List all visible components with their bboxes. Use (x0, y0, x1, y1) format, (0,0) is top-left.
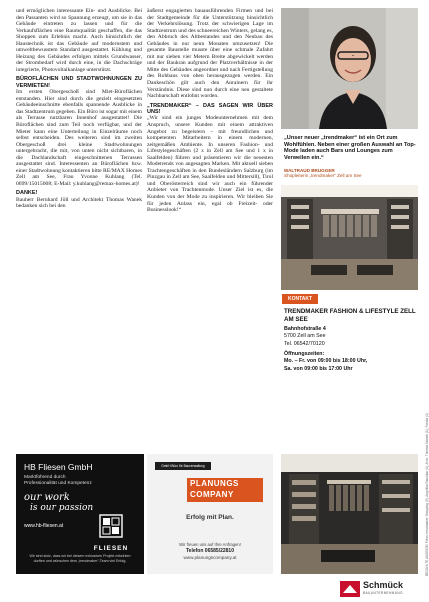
hb-fliesen-ad (16, 454, 144, 574)
plan-website: www.planungscompany.at (183, 555, 237, 560)
contact-name: TRENDMAKER FASHION & LIFESTYLE ZELL AM SEE (284, 308, 416, 323)
hb-logo-text: FLIESEN (93, 545, 129, 552)
schmuck-logo-mark-icon (340, 581, 360, 597)
paragraph: Im ersten Obergeschoß sind Miet-Büroflächen entstanden. Hier sind durch die gezielt eingesetzten Gebäudeeinschnitte ebenfalls spannende Ausblicke in das Stadtzentrum gegeben. Ein Büro ist sogar mit einem als Terrasse nutzbaren Innenhof ausgestattet! Die Büroflächen sind zum Teil noch verfügbar, und der Mieter kann eine Unterteilung in Einzelräume noch selbst entscheiden. Des weiteren sind im zweiten Obergeschoß drei kleine Stadtwohnungen untergebracht, die mit, von unten nicht sichtbaren, in die Dachlandschaft eingeschnittenen Terrassen ausgestattet sind. Interessenten an Büroflächen bzw. einer Stadtwohnung kontaktieren bitte RE/MAX Homes Zell am See, Frau Yvonne Kuhlang (Tel. 0699/15015008; E-Mail: y.kuhlang@remax-homes.at)! (16, 89, 142, 187)
opening-hours-label: Öffnungszeiten: (284, 351, 325, 358)
section-heading: DANKE! (16, 190, 38, 197)
hb-logo-mark-icon (86, 514, 136, 540)
paragraph: äußerst engagierten bauausführenden Firmen und bei der Stadtgemeinde für die Unterstützung hinsichtlich der Verkehrslösung. Trotz der schwierigen Lage im Stadtzentrum und des schneereichen Winters, gelang es, den Abbruch des Altbestandes und den Neubau des Gebäudes in nur neun Monaten umzusetzen! Die gesamte Baustelle musste über eine schmale Zufahrt mit nur sieben vier Metern Breite abgewickelt werden und der Baukran aufgrund der Platzverhältnisse in der Mitte des Gebäudes angeordnet und nach Fertigstellung des Rohbaus von oben herausgezogen werden. Ein Dankeschön gilt auch den Anrainern für ihr Verständnis. Diese sind nun durch eine neu gestaltete Nachbarschaft entlohnt worden. (147, 8, 273, 100)
caption-role: Shopleiterin „trendmaker“ Zell am See (284, 173, 362, 179)
hb-slogan-1: our work (24, 492, 70, 503)
section-heading: BÜROFLÄCHEN UND STADTWOHNUNGEN ZU VERMIETEN! (16, 76, 142, 89)
hb-slogan-2: is our passion (30, 503, 94, 513)
schmuck-logo (340, 580, 420, 598)
store-interior-photo (281, 454, 418, 574)
plan-logo-line-1: PLANUNGS (190, 479, 239, 488)
photo-credit-text: BEZAHLTE ANZEIGE/ Fotos: trendmaker Shopping (3), Angelika Raunikar (1), Arch. Thomas Wanek (1), Fotolia (1) (425, 413, 429, 576)
paragraph: „Wir sind ein junges Modeunternehmen mit dem Anspruch, unsere Kunden mit einem attraktiven Angebot zu begeistern – mit freundlichen und kompetenten Mitarbeitern in einem modernen, zeitgemäßen Ambiente. In unseren Fashion- und Lifestylegeschäften (2 x in Zell am See und 1 x in Saalfelden) führen und präsentieren wir die neuesten Modetrends von angesagten Marken. Mit aktuell sieben Trachtengeschäften in den Bundesländern Salzburg (im Pinzgau in Zell am See, Saalfelden und Mittersill), Tirol und Oberösterreich sind wir auch ein führender Anbieter von Trachtenmode. Unser Ziel ist es, die Kunden von der Mode zu inspirieren. Wir bleiben Sie für jeden Anlass ein, egal ob Freizeit- oder Businesslook!“ (147, 115, 273, 214)
photo-caption-person (284, 168, 416, 179)
contact-phone: Tel. 06542/70120 (284, 340, 325, 347)
paragraph: Bauherr Bernhard Jöll und Architekt Thomas Wanek bedanken sich bei den (16, 196, 142, 210)
hb-company-name: HB Fliesen GmbH (24, 462, 93, 472)
plan-phone: Telefon 06585/22810 (186, 548, 234, 554)
shop-illustration (281, 185, 418, 290)
page-footer (0, 576, 426, 602)
contact-street: Bahnhofstraße 4 (284, 326, 326, 333)
photo-credit (420, 413, 429, 576)
caption-name: WALTRAUD BRUGGER (284, 168, 335, 173)
hb-footer-text: Wir sind stolz, dass wir bei diesem exklusiven Projekt mitwirken durften und wünschen dem „trendmaker“-Team viel Erfolg. (29, 554, 131, 563)
plan-slogan: Erfolg mit Plan. (186, 514, 234, 521)
schmuck-brand: Schmück (363, 580, 404, 590)
hb-website: www.hb-fliesen.at (24, 523, 64, 529)
hb-logo (86, 514, 136, 552)
photo-caption-quote: „Unser neuer „trendmaker“ ist ein Ort zum Wohlfühlen. Neben einer großen Auswahl an Top-Mode laden auch Bars und Lounges zum Verweilen ein.“ (284, 135, 416, 162)
article-column-1 (16, 8, 142, 210)
portrait-illustration (281, 8, 418, 129)
contact-box (284, 308, 416, 373)
kontakt-badge: KONTAKT (282, 294, 318, 304)
plan-logo-line-2: COMPANY (190, 490, 234, 499)
store-illustration (281, 454, 418, 574)
section-heading: „TRENDMAKER“ – DAS SAGEN WIR ÜBER UNS! (147, 102, 273, 116)
portrait-photo (281, 8, 418, 129)
paragraph: und ermöglichen interessante Ein- und Ausblicke. Bei den Passanten wird so Spannung erzeugt, um sie in das Gebäude eintreten zu lassen und für die Verkaufsflächen eine Raumqualität geschaffen, die das Shoppen zum Erlebnis macht. Auch hinsichtlich der Haustechnik ist das Gebäude auf modernstem und umweltbewusstem Standard ausgestattet. Kühlung und Heizung des Gebäudes erfolgen mittels Grundwasser, der Strombedarf wird durch eine, in die Dachschräge integrierte, Photovoltaikanlage unterstützt. (16, 8, 142, 73)
hb-tagline-2: Professionalität und Kompetenz (24, 481, 92, 486)
plan-contact-note: Wir freuen uns auf Ihre Anfragen! (179, 542, 241, 547)
schmuck-subline: BAUUNTERNEHMUNG (363, 591, 404, 595)
planungs-company-ad (147, 454, 273, 574)
hb-tagline-1: Marktführend durch (24, 475, 66, 480)
plan-topline: GmbH Büro für Bauverwaltung (155, 462, 211, 470)
article-column-2 (147, 8, 273, 214)
opening-hours-saturday: Sa. von 09:00 bis 17:00 Uhr (284, 365, 353, 372)
plan-logo (187, 478, 263, 502)
shop-interior-photo (281, 185, 418, 290)
contact-city: 5700 Zell am See (284, 333, 326, 340)
opening-hours-weekday: Mo. – Fr. von 09:00 bis 18:00 Uhr, (284, 358, 368, 365)
